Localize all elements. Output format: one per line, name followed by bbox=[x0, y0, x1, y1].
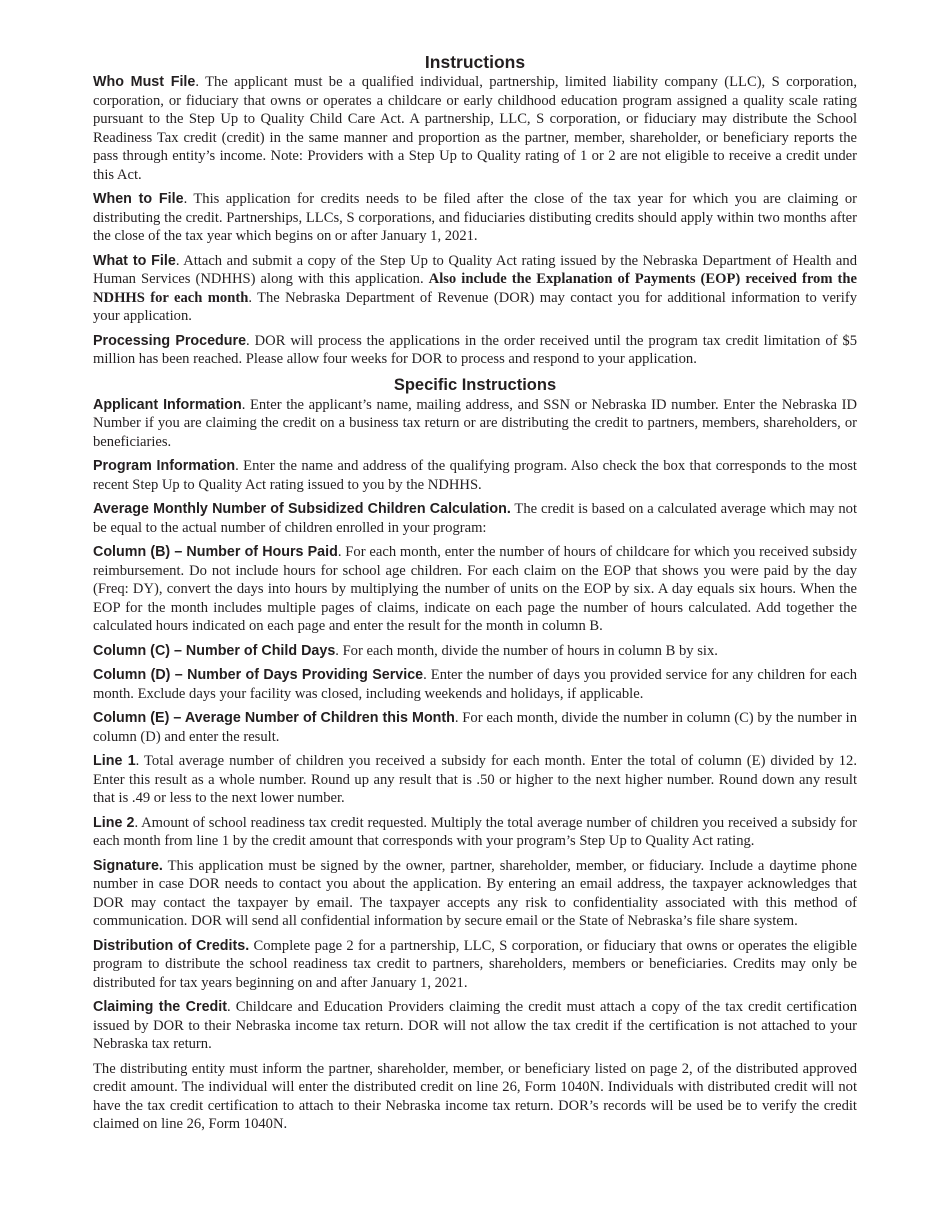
distributing-entity-paragraph: The distributing entity must inform the partner, shareholder, member, or beneficiary listed on page 2, of the distributed approved credit amount. The individual will enter the distributed credit on line 26, Form 1040N. Individuals with distributed credit will not have the tax credit certification to attach to their Nebraska income tax return. DOR’s records will be used be to verify the credit claimed on line 26, Form 1040N. bbox=[93, 1060, 857, 1132]
line-1-term: Line 1 bbox=[93, 753, 136, 769]
line-1-text: . Total average number of children you received a subsidy for each month. Enter the total of column (E) divided by 12. Enter this result as a whole number. Round up any result that is .50 or higher to the next higher number. Round down any result that is .49 or less to the next lower number. bbox=[93, 753, 857, 806]
processing-procedure-text: . DOR will process the applications in the order received until the program tax credit limitation of $5 million has been reached. Please allow four weeks for DOR to process and respond to your application. bbox=[93, 332, 858, 367]
what-to-file-paragraph bbox=[93, 252, 857, 326]
column-e-term: Column (E) – Average Number of Children this Month bbox=[93, 710, 455, 726]
what-to-file-text: . Attach and submit a copy of the Step Up to Quality Act rating issued by the Nebraska Department of Health and Human Services (NDHHS) along with this application. bbox=[93, 252, 857, 287]
who-must-file-text: . The applicant must be a qualified individual, partnership, limited liability company (LLC), S corporation, corporation, or fiduciary that owns or operates a childcare or early childhood education program assigned a quality scale rating pursuant to the Step Up to Quality Child Care Act. A partnership, LLC, S corporation, or fiduciary may distribute the School Readiness Tax credit (credit) in the same manner and proportion as the partner, member, shareholder, or beneficiary reports the pass through entity’s income. Note: Providers with a Step Up to Quality rating of 1 or 2 are not eligible to receive a credit under this Act. bbox=[93, 74, 857, 183]
when-to-file-paragraph bbox=[93, 190, 857, 246]
when-to-file-text: . This application for credits needs to be filed after the close of the tax year for which you are claiming or distributing the credit. Partnerships, LLCs, S corporations, and fiduciaries distibuting credits should apply within two months after the close of the tax year which begins on or after January 1, 2021. bbox=[93, 191, 857, 244]
column-e-text: . For each month, divide the number in column (C) by the number in column (D) and enter the result. bbox=[93, 710, 857, 745]
who-must-file-term: Who Must File bbox=[93, 74, 196, 90]
program-information-text: . Enter the name and address of the qualifying program. Also check the box that corresponds to the most recent Step Up to Quality Act rating issued to you by the NDHHS. bbox=[93, 458, 857, 493]
column-d-paragraph bbox=[93, 666, 857, 703]
what-to-file-emphasis: Also include the Explanation of Payments (EOP) received from the NDHHS for each month bbox=[93, 271, 857, 306]
who-must-file-paragraph bbox=[93, 73, 857, 184]
program-information-term: Program Information bbox=[93, 458, 236, 474]
line-2-paragraph bbox=[93, 814, 857, 851]
signature-term: Signature. bbox=[93, 857, 163, 874]
column-e-paragraph bbox=[93, 709, 857, 746]
average-monthly-term: Average Monthly Number of Subsidized Children Calculation. bbox=[93, 501, 511, 517]
distribution-term: Distribution of Credits. bbox=[93, 937, 250, 954]
distribution-text: Complete page 2 for a partnership, LLC, S corporation, or fiduciary that owns or operates the eligible program to distribute the school readiness tax credit to partners, shareholders, members or beneficiaries. Credits may only be distributed for tax years beginning on and after January 1, 2021. bbox=[93, 937, 857, 991]
column-c-term: Column (C) – Number of Child Days bbox=[93, 642, 336, 659]
signature-paragraph bbox=[93, 857, 857, 931]
specific-instructions-heading: Specific Instructions bbox=[393, 375, 557, 394]
what-to-file-term: What to File bbox=[93, 252, 176, 269]
column-d-text: . Enter the number of days you provided service for any children for each month. Exclude days your facility was closed, including weekends and holidays, if applicable. bbox=[93, 667, 857, 702]
column-c-paragraph bbox=[93, 642, 857, 661]
line-1-paragraph bbox=[93, 752, 857, 808]
column-b-paragraph bbox=[93, 543, 857, 636]
line-2-term: Line 2 bbox=[93, 814, 135, 831]
distribution-paragraph bbox=[93, 937, 857, 993]
claiming-paragraph bbox=[93, 998, 857, 1054]
line-2-text: . Amount of school readiness tax credit requested. Multiply the total average number of children you received a subsidy for each month from line 1 by the credit amount that corresponds with your program’s Step Up to Quality Act rating. bbox=[93, 814, 857, 849]
applicant-information-term: Applicant Information bbox=[93, 396, 242, 413]
column-c-text: . For each month, divide the number of hours in column B by six. bbox=[335, 642, 718, 659]
processing-procedure-paragraph bbox=[93, 332, 857, 369]
signature-text: This application must be signed by the owner, partner, shareholder, member, or fiduciary. Include a daytime phone number in case DOR needs to contact you about the application. By entering an email address, the taxpayer acknowledges that DOR may contact the taxpayer by email. The taxpayer accepts any risk to confidentiality associated with this method of communication. DOR will send all confidential information by secure email or the State of Nebraska’s file share system. bbox=[93, 857, 857, 929]
when-to-file-term: When to File bbox=[93, 191, 184, 207]
claiming-term: Claiming the Credit bbox=[93, 999, 227, 1015]
claiming-text: . Childcare and Education Providers claiming the credit must attach a copy of the tax credit certification issued by DOR to their Nebraska income tax return. DOR will not allow the tax credit if the certification is not attached to your Nebraska tax return. bbox=[93, 999, 857, 1052]
page-title: Instructions bbox=[424, 52, 526, 72]
program-information-paragraph bbox=[93, 457, 857, 494]
applicant-information-text: . Enter the applicant’s name, mailing address, and SSN or Nebraska ID number. Enter the Nebraska ID Number if you are claiming the credit on a business tax return or are distributing the credit to partners, members, shareholders, or beneficiaries. bbox=[93, 396, 857, 450]
average-monthly-paragraph bbox=[93, 500, 857, 537]
what-to-file-text-after: . The Nebraska Department of Revenue (DOR) may contact you for additional information to verify your application. bbox=[93, 289, 857, 324]
column-b-text: . For each month, enter the number of hours of childcare for which you received subsidy reimbursement. Do not include hours for school age children. For each claim on the EOP that shows you were paid by the day (Freq: DY), convert the days into hours by multiplying the number of units on the EOP by six. A day equals six hours. When the EOP for the month includes multiple pages of claims, indicate on each page the number of hours calculated. Add together the calculated hours indicated on each page and enter the result for the month in column B. bbox=[93, 544, 858, 634]
column-b-term: Column (B) – Number of Hours Paid bbox=[93, 544, 338, 560]
processing-procedure-term: Processing Procedure bbox=[93, 332, 247, 349]
average-monthly-text: The credit is based on a calculated average which may not be equal to the actual number of children enrolled in your program: bbox=[93, 501, 857, 536]
applicant-information-paragraph bbox=[93, 396, 857, 452]
column-d-term: Column (D) – Number of Days Providing Service bbox=[93, 667, 424, 683]
